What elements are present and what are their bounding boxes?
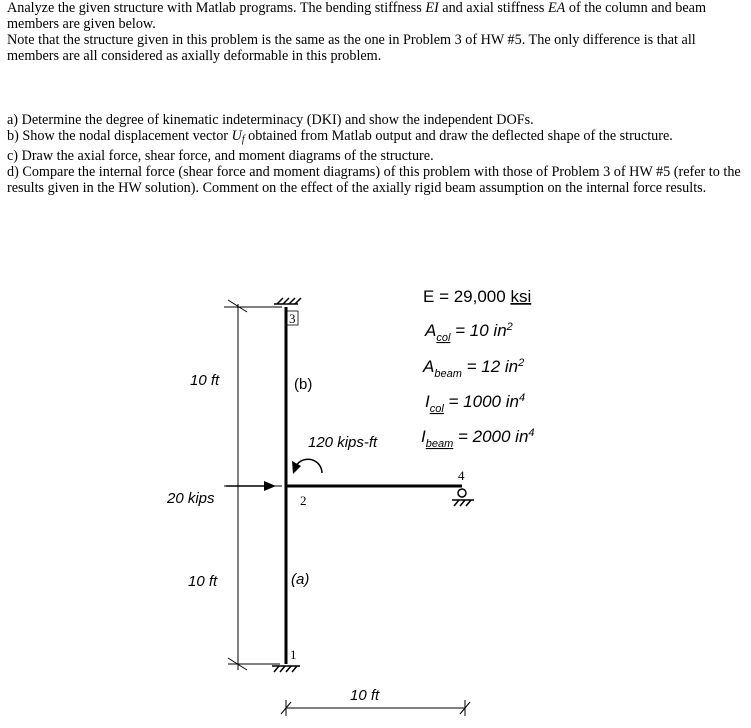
part-b-text-2: obtained from Matlab output and draw the deflected shape of the structure. [244, 128, 673, 144]
dim-lower-label: 10 ft [188, 573, 218, 590]
bottom-fixed-support [272, 666, 300, 672]
node-1-label: 1 [290, 647, 297, 662]
prop-a-beam-sub: beam [434, 368, 462, 380]
prop-i-col-val: = 1000 in [443, 392, 519, 411]
node-3-label: 3 [289, 311, 296, 326]
prop-i-beam-sym: I [421, 427, 426, 446]
node-2-label: 2 [300, 493, 307, 508]
part-a: a) Determine the degree of kinematic indeterminacy (DKI) and show the independent DOFs. [7, 112, 534, 128]
symbol-u: U [231, 128, 242, 144]
prop-a-col-val: = 10 in [450, 321, 507, 340]
part-c: c) Draw the axial force, shear force, and moment diagrams of the structure. [7, 148, 434, 164]
node-4-label: 4 [458, 468, 465, 483]
roller-support [452, 489, 474, 506]
prop-a-col [424, 321, 513, 344]
prop-a-col-sub: col [436, 332, 451, 344]
prop-i-col-sup: 4 [518, 392, 526, 404]
part-b-text-1: b) Show the nodal displacement vector [7, 128, 232, 144]
prop-a-beam-sup: 2 [518, 357, 525, 369]
symbol-u-sub: f [241, 134, 245, 145]
load-force-label: 20 kips [167, 490, 215, 507]
prop-a-beam [422, 357, 524, 380]
prop-i-col [425, 392, 525, 415]
prop-i-col-sub: col [429, 403, 444, 415]
dim-upper-label: 10 ft [190, 372, 220, 389]
note-paragraph: Note that the structure given in this problem is the same as the one in Problem 3 of HW #5. The only difference is that all members are all considered as axially deformable in this problem. [7, 32, 696, 64]
member-a-label: (a) [291, 571, 310, 588]
intro-text-2: and axial stiffness [438, 0, 548, 16]
prop-a-col-sup: 2 [506, 321, 513, 333]
prop-a-beam-sym: A [423, 357, 435, 376]
symbol-ei: EI [425, 0, 439, 16]
prop-e-val: = 29,000 [434, 287, 511, 306]
intro-text-3: of the column and beam members are given below. [7, 0, 706, 32]
part-d: d) Compare the internal force (shear force and moment diagrams) of this problem with those of Problem 3 of HW #5 (refer to the results given in the HW solution). Comment on the effect of the axially rigid beam assumption on the internal force results. [7, 164, 741, 196]
prop-e [423, 287, 531, 306]
prop-i-beam-val: = 2000 in [453, 427, 529, 446]
dim-beam-label: 10 ft [350, 687, 380, 704]
prop-a-beam-val: = 12 in [461, 357, 519, 376]
prop-e-sym: E [423, 287, 435, 306]
prop-e-unit: ksi [510, 287, 532, 306]
prop-a-col-sym: A [425, 321, 437, 340]
symbol-ea: EA [548, 0, 566, 16]
applied-moment-arrow [292, 459, 322, 474]
prop-i-beam [421, 427, 535, 450]
top-fixed-support [274, 298, 301, 304]
horizontal-load-arrow [226, 481, 276, 491]
load-moment-label: 120 kips-ft [308, 434, 378, 451]
prop-i-col-sym: I [425, 392, 430, 411]
member-b-label: (b) [294, 376, 313, 393]
intro-text-1: Analyze the given structure with Matlab programs. The bending stiffness [7, 0, 426, 16]
prop-i-beam-sup: 4 [528, 427, 535, 439]
prop-i-beam-sub: beam [425, 438, 454, 450]
